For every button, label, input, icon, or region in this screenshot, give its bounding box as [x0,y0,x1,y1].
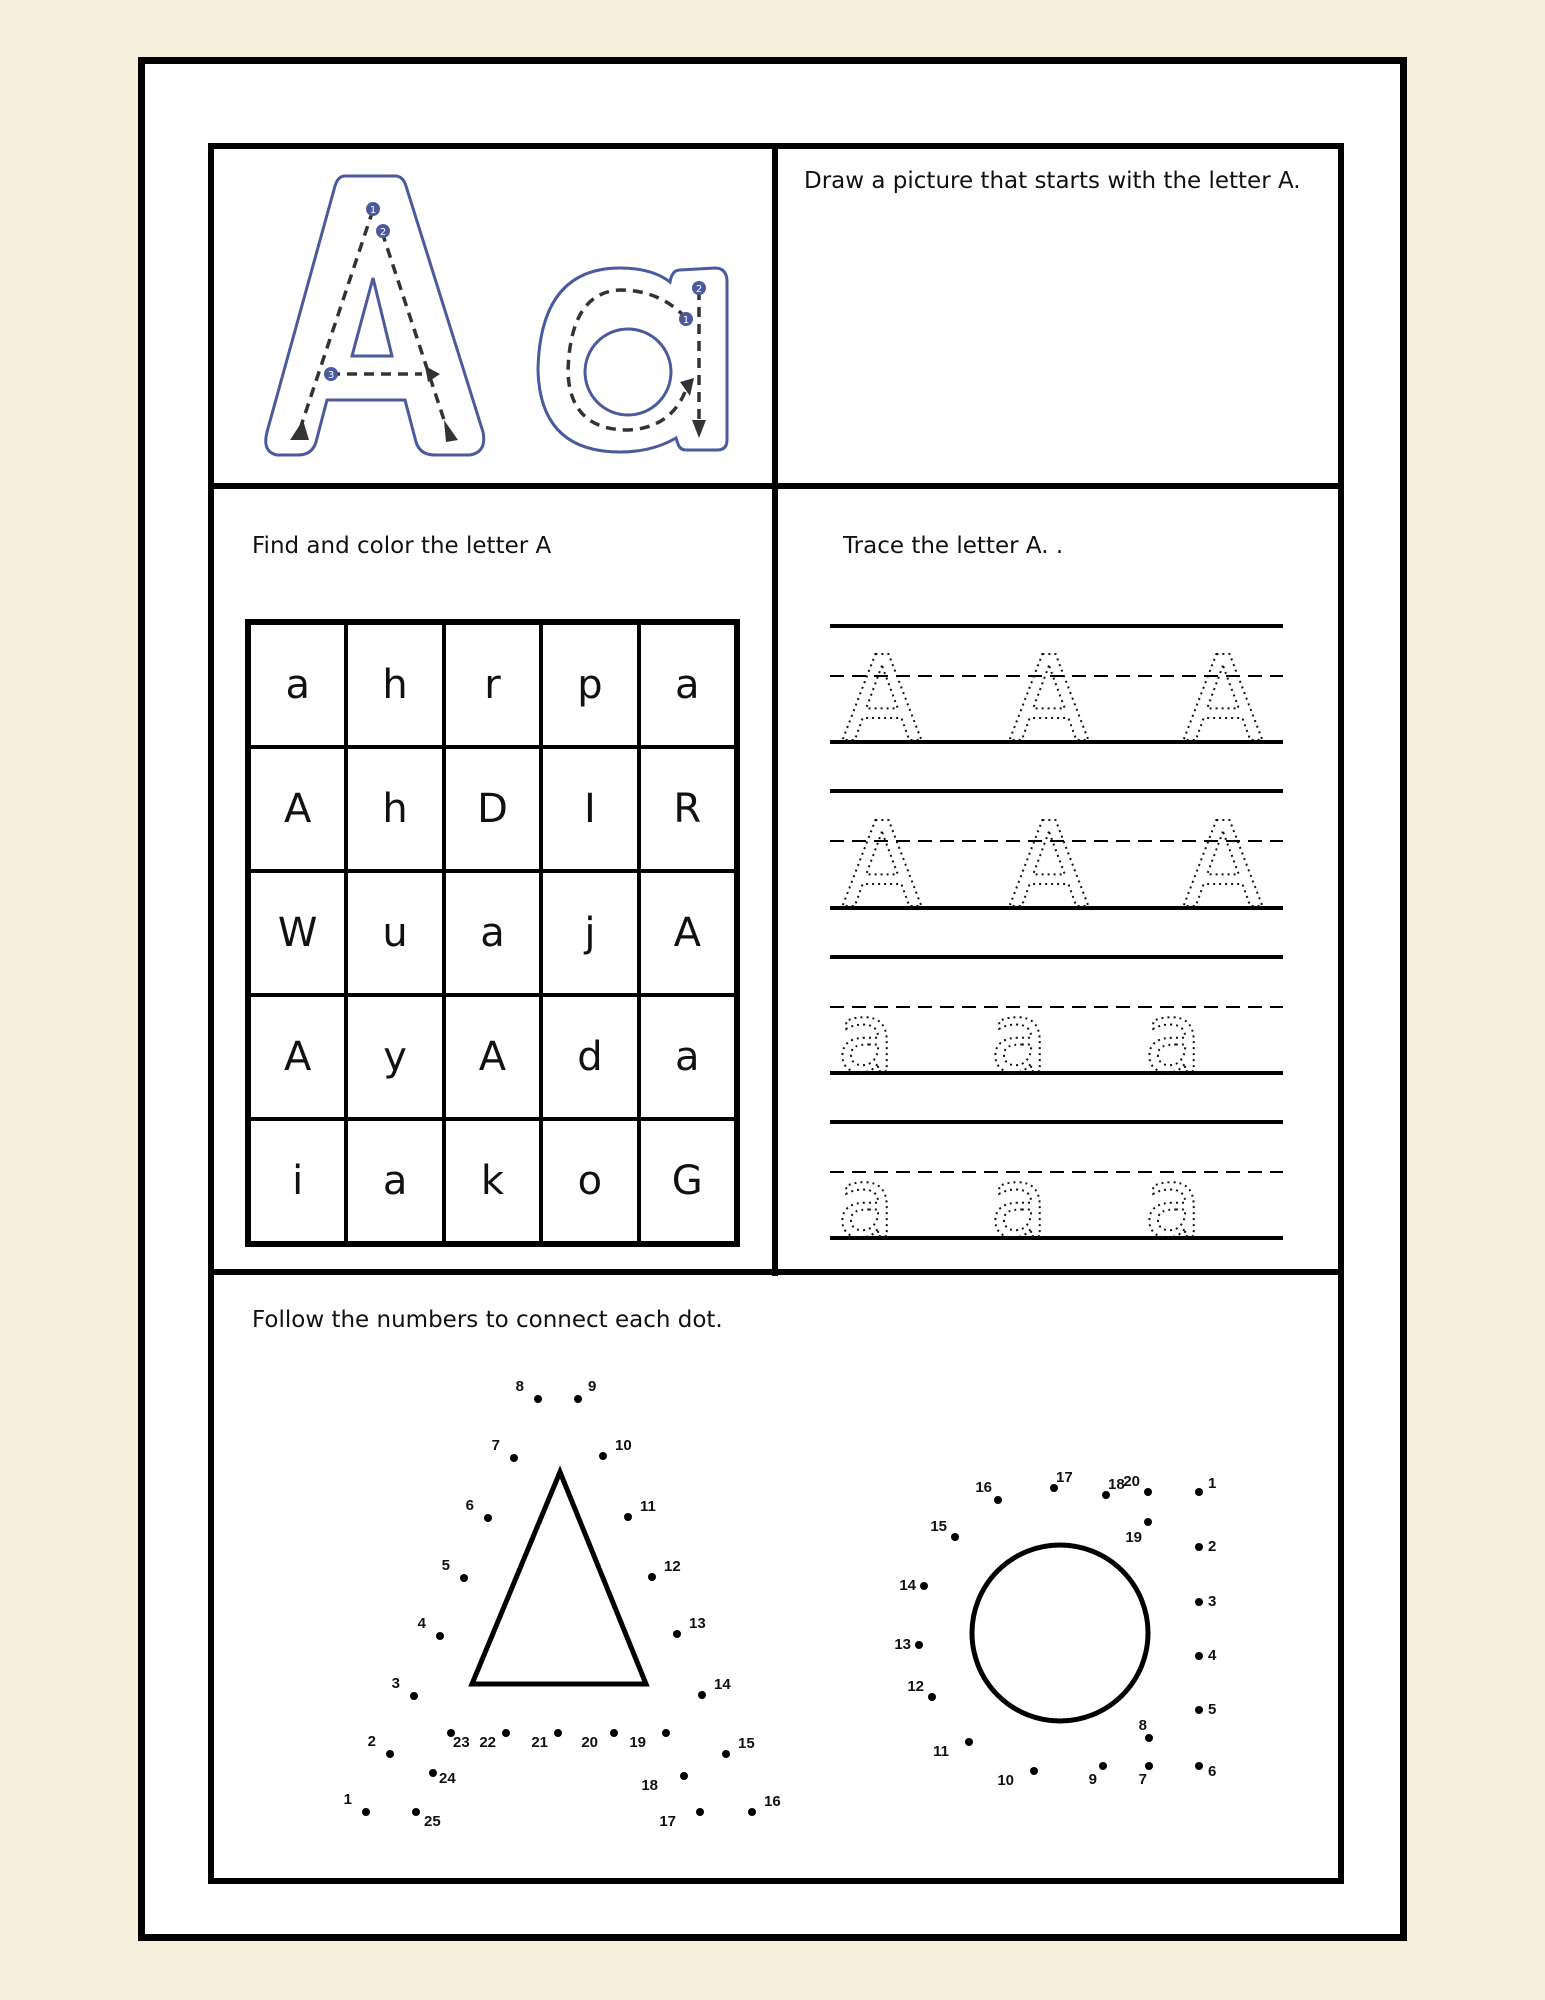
trace-letter: a [989,1147,1049,1259]
letter-cell[interactable]: a [639,623,736,747]
dot[interactable] [502,1729,510,1737]
dot[interactable] [436,1632,444,1640]
dot[interactable] [1195,1762,1203,1770]
step-2-label: 2 [379,227,387,238]
dot[interactable] [748,1808,756,1816]
letter-cell[interactable]: i [249,1119,346,1243]
dot-label: 7 [1138,1771,1147,1788]
dot[interactable] [460,1574,468,1582]
dot[interactable] [915,1641,923,1649]
draw-instruction: Draw a picture that starts with the letter A. [804,168,1301,194]
lower-step-2-label: 2 [695,284,703,295]
dot-label: 12 [664,1558,681,1575]
dot-label: 19 [1125,1529,1142,1546]
dot-label: 2 [367,1733,376,1750]
dot[interactable] [1195,1598,1203,1606]
dot-label: 11 [933,1743,949,1760]
lower-step-1-label: 1 [682,315,690,326]
trace-letter: A [1182,796,1264,934]
dot[interactable] [1099,1762,1107,1770]
trace-letter: a [836,982,896,1094]
trace-instruction: Trace the letter A. . [843,533,1064,559]
dot-label: 9 [588,1378,597,1395]
dot-label: 10 [997,1772,1014,1789]
dot[interactable] [534,1395,542,1403]
dot[interactable] [1145,1734,1153,1742]
dot-label: 14 [899,1577,916,1594]
letter-cell[interactable]: G [639,1119,736,1243]
dot[interactable] [1195,1543,1203,1551]
dot-label: 3 [391,1675,400,1692]
dot[interactable] [1030,1767,1038,1775]
dot-label: 2 [1208,1538,1217,1555]
dot-label: 3 [1208,1593,1217,1610]
dot-label: 24 [439,1770,456,1787]
letter-cell[interactable]: h [346,747,443,871]
step-1-label: 1 [369,205,377,216]
dot-label: 23 [453,1734,470,1751]
dot-label: 12 [907,1678,924,1695]
step-3-label: 3 [327,370,335,381]
dot-label: 18 [1108,1476,1125,1493]
dot[interactable] [994,1496,1002,1504]
dot-label: 8 [1138,1717,1147,1734]
dot-label: 7 [491,1437,500,1454]
dot-label: 6 [465,1497,474,1514]
dot-label: 11 [640,1498,656,1515]
trace-letter: A [841,630,923,768]
dot[interactable] [928,1693,936,1701]
dot-label: 1 [1208,1475,1217,1492]
dot[interactable] [386,1750,394,1758]
dot-label: 8 [515,1378,524,1395]
dot-label: 13 [689,1615,706,1632]
dot[interactable] [624,1513,632,1521]
dot[interactable] [610,1729,618,1737]
trace-letter: A [841,796,923,934]
letter-cell[interactable]: a [346,1119,443,1243]
dot[interactable] [951,1533,959,1541]
dot-label: 6 [1208,1763,1217,1780]
dot[interactable] [412,1808,420,1816]
letter-cell[interactable]: y [346,995,443,1119]
find-instruction: Find and color the letter A [252,533,552,559]
letter-cell[interactable]: h [346,623,443,747]
dot-label: 15 [930,1518,947,1535]
letter-cell[interactable]: A [249,995,346,1119]
dot-label: 17 [1056,1469,1073,1486]
letter-cell[interactable]: p [541,623,638,747]
dot-label: 5 [441,1557,450,1574]
triangle-shape [472,1472,646,1684]
dot-label: 4 [417,1615,426,1632]
dot-label: 20 [1123,1473,1140,1490]
letter-cell[interactable]: d [541,995,638,1119]
dot-label: 4 [1208,1647,1217,1664]
letter-cell[interactable]: A [639,871,736,995]
dot-label: 5 [1208,1701,1217,1718]
circle-shape [972,1545,1148,1721]
dot[interactable] [1144,1488,1152,1496]
dot[interactable] [1145,1762,1153,1770]
dot-label: 13 [894,1636,911,1653]
dot-label: 14 [714,1676,731,1693]
dot[interactable] [920,1582,928,1590]
dot-label: 25 [424,1813,441,1830]
dot-label: 19 [629,1734,646,1751]
letter-cell[interactable]: u [346,871,443,995]
dot[interactable] [648,1573,656,1581]
dot-label: 17 [659,1813,676,1830]
dot[interactable] [574,1395,582,1403]
dot[interactable] [1144,1518,1152,1526]
dot-label: 21 [531,1734,548,1751]
dot[interactable] [554,1729,562,1737]
dot-label: 10 [615,1437,632,1454]
trace-letter: a [1143,982,1203,1094]
letter-cell[interactable]: j [541,871,638,995]
dot[interactable] [1195,1488,1203,1496]
letter-cell[interactable]: I [541,747,638,871]
letter-cell[interactable]: a [444,871,541,995]
trace-letter: A [1008,630,1090,768]
dot-label: 22 [479,1734,496,1751]
dot[interactable] [1195,1652,1203,1660]
letter-cell[interactable]: r [444,623,541,747]
dot[interactable] [599,1452,607,1460]
dot-label: 15 [738,1735,755,1752]
dot[interactable] [484,1514,492,1522]
letter-cell[interactable]: W [249,871,346,995]
dot[interactable] [429,1769,437,1777]
dot[interactable] [722,1750,730,1758]
trace-letter: A [1008,796,1090,934]
dot[interactable] [410,1692,418,1700]
letter-cell[interactable]: R [639,747,736,871]
dot[interactable] [662,1729,670,1737]
dot[interactable] [1195,1706,1203,1714]
dot-label: 1 [343,1791,352,1808]
letter-cell[interactable]: A [249,747,346,871]
letter-cell[interactable]: k [444,1119,541,1243]
letter-cell[interactable]: A [444,995,541,1119]
connect-instruction: Follow the numbers to connect each dot. [252,1307,723,1333]
dot[interactable] [680,1772,688,1780]
trace-letter: a [989,982,1049,1094]
dot-label: 16 [764,1793,781,1810]
dot[interactable] [510,1454,518,1462]
dot[interactable] [362,1808,370,1816]
letter-cell[interactable]: a [249,623,346,747]
trace-letter: A [1182,630,1264,768]
dot[interactable] [696,1808,704,1816]
dot-label: 16 [975,1479,992,1496]
dot-label: 20 [581,1734,598,1751]
letter-cell[interactable]: D [444,747,541,871]
dot-label: 9 [1088,1771,1097,1788]
trace-letter: a [1143,1147,1203,1259]
trace-letter: a [836,1147,896,1259]
dot-label: 18 [641,1777,658,1794]
letter-cell[interactable]: o [541,1119,638,1243]
dot[interactable] [965,1738,973,1746]
dot[interactable] [673,1630,681,1638]
letter-cell[interactable]: a [639,995,736,1119]
dot[interactable] [698,1691,706,1699]
